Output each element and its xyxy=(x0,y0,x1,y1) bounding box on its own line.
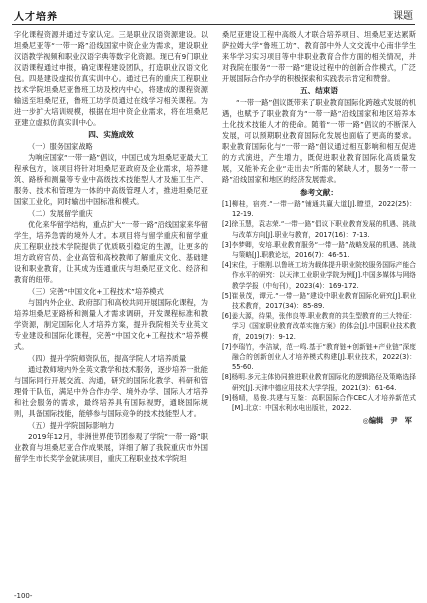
reference-item: [5]崔景茂，谭元.“一带一路”建设中职业教育国际化研究[J].职业技术教育，2017(34)：85-89. xyxy=(222,291,416,311)
reference-item: [4]宋佳，于维刚.以鲁班工坊为载体提升职业院校服务国际产能合作水平的研究：以天津工业职业学院为例[J].中国多媒体与网络教学学报（中旬刊），2023(4)：169-172. xyxy=(222,261,416,290)
reference-item: [1]柳桂，宿亮.“一带一路”铺通共赢大道[J].瞭望，2022(25)：12-19. xyxy=(222,200,416,219)
paragraph-conclusion: “一带一路”倡议既带来了职业教育国际化跨越式发展的机遇，也赋予了职业教育为“一带一路”沿线国家和地区培养本土化技术技能人才的使命。随着“一带一路”倡议的不断深入发展，可以预期职业教育国际化发展也面临了更高的要求。职业教育国际化与“一带一路”倡议通过相互影响和相互促进的方式演进，产生增力，既促进职业教育国际化高质量发展，又能补充企业“走出去”所需的紧缺人才，服务“一带一路”沿线国家和地区的经济发展需求。 xyxy=(222,98,416,184)
reference-item: [8]杨明.多元主体协同推进职业教育国际化的逻辑路径及策略选择研究[J].天津中德应用技术大学学报，2021(3)：61-64. xyxy=(222,373,416,392)
paragraph-4: 通过教师境内外全英文教学和技术服务，逐步培养一批能与国际同行开展交流、沟通，研究的国际化教学、科研和管理骨干队伍，满足中外合作办学、境外办学、国际人才培养和社会服务的需求，最终培养具有国际视野，通晓国际规则，具备国际技能，能够参与国际竞争的技术技能型人才。 xyxy=(14,365,208,418)
paragraph-3: 与国内外企业、政府部门和高校共同开展国际化课程，为培养坦桑尼亚路桥和测量人才需求调研，开发课程标准和教学资源，制定国际化人才培养方案，提升我院相关专业英文专业建设和国际化课程，完善“中国文化+工程技术”培养模式。 xyxy=(14,298,208,351)
section-heading-conclusion: 五、结束语 xyxy=(300,86,338,95)
right-column xyxy=(222,29,416,426)
references-heading: 参考文献： xyxy=(300,188,338,197)
paragraph-2: 优化来华留学结构，重点扩大“一带一路”沿线国家来华留学生，培养急需的境外人才。本项目将与留学重庆和留学重庆工程职业技术学院提供了优质吸引稳定的生源，让更多的坦方政府官员、企业高管和高校教师了解重庆文化、基础建设和职业教育，让其成为连通重庆与坦桑尼亚文化、经济和教育的纽带。 xyxy=(14,220,208,284)
subheading-1: （一）服务国家战略 xyxy=(28,142,93,151)
reference-list xyxy=(222,199,416,413)
paragraph-continued-right: 桑尼亚建设工程中高级人才联合培养项目、坦桑尼亚达累斯萨拉姆大学“鲁班工坊”、教育部中外人文交流中心南非学生来华学习实习项目等中非职业教育合作方面的相关情况，并对我院在服务“一带一路”建设过程中的创新合作模式，广泛开展国际合作办学的积极探索和实践表示肯定和赞誉。 xyxy=(222,30,416,83)
left-column xyxy=(14,29,208,464)
reference-item: [2]徐玉慧，袁志荣.“一带一路”倡议下职业教育发展的机遇、挑战与改革方向[J].职业与教育，2017(16)：7-13. xyxy=(222,220,416,239)
page-number: -100- xyxy=(14,592,33,600)
subheading-3: （三）完善“中国文化+工程技术”培养模式 xyxy=(28,287,164,296)
subheading-4: （四）提升学院师资队伍，提高学院人才培养质量 xyxy=(28,354,187,363)
reference-item: [6]姜大源，待果，张伟良等.职业教育的共生型教育的三大特征：学习《国家职业教育改革实施方案》的体会[J].中国职业技术教育，2019(7)：9-12. xyxy=(222,312,416,341)
paragraph-1: 为响应国家“一带一路”倡议，中国已成为坦桑尼亚最大工程承包方，该项目将针对坦桑尼亚政府及企业需求，培养建筑、路桥和测量等专业中高级技术技能型人才及施工生产、服务、技术和管理为一体的中高级管理人才，推进坦桑尼亚国家工业化，同时输出中国标准和模式。 xyxy=(14,153,208,206)
section-heading-results: 四、实施成效 xyxy=(88,130,134,139)
paragraph-5: 2019年12月，非洲世界使节团参观了学院“一带一路”职业教育与坦桑尼亚合作成果展，详细了解了我院重庆市外国留学生市长奖学金就读项目，重庆工程职业技术学院坦 xyxy=(14,432,208,463)
subheading-2: （二）发展留学重庆 xyxy=(28,209,93,218)
reference-item: [3]李梦卿，安培.职业教育服务“一带一路”战略发展的机遇、挑战与策略[J].职教论坛，2016(7)：46-51. xyxy=(222,240,416,260)
header-rule xyxy=(12,24,415,25)
reference-item: [7]李瑞竹，李洁斌，范一鸣.基于“教育链+创新链+产业链”深度融合的创新创业人才培养模式构建[J].职业技术，2022(3)：55-60. xyxy=(222,342,416,372)
running-header xyxy=(12,4,415,26)
column-label: 课题 xyxy=(393,11,413,22)
paragraph-continued: 字化课程资源并通过专家认定。三是职业汉语资源建设。以坦桑尼亚等“一带一路”沿线国家中资企业为需求，建设职业汉语教学视频和职业汉语字典等数字化资源。现已有9门职业汉语课程通过申报，确定课程建设团队，打造职业汉语文化包。四是建设虚拟仿真实训中心。通过已有的重庆工程职业技术学院坦桑尼亚鲁班工坊及校内中心，将建成的课程资源输送至坦桑尼亚，鲁班工坊学员通过在线学习相关课程。为进一步扩大培训规模，根据在坦中资企业需求，将在坦桑尼亚建立虚拟仿真实训中心。 xyxy=(14,30,208,127)
editor-credit: ◎编辑 尹 军 xyxy=(362,416,412,426)
journal-section-name: 人才培养 xyxy=(14,12,58,23)
reference-item: [9]杨晴，易俊.共建与互鉴：高职国际合作CEC人才培养新范式[M].北京：中国水利水电出版社，2022. xyxy=(222,393,416,413)
subheading-5: （五）提升学院国际影响力 xyxy=(28,421,115,430)
